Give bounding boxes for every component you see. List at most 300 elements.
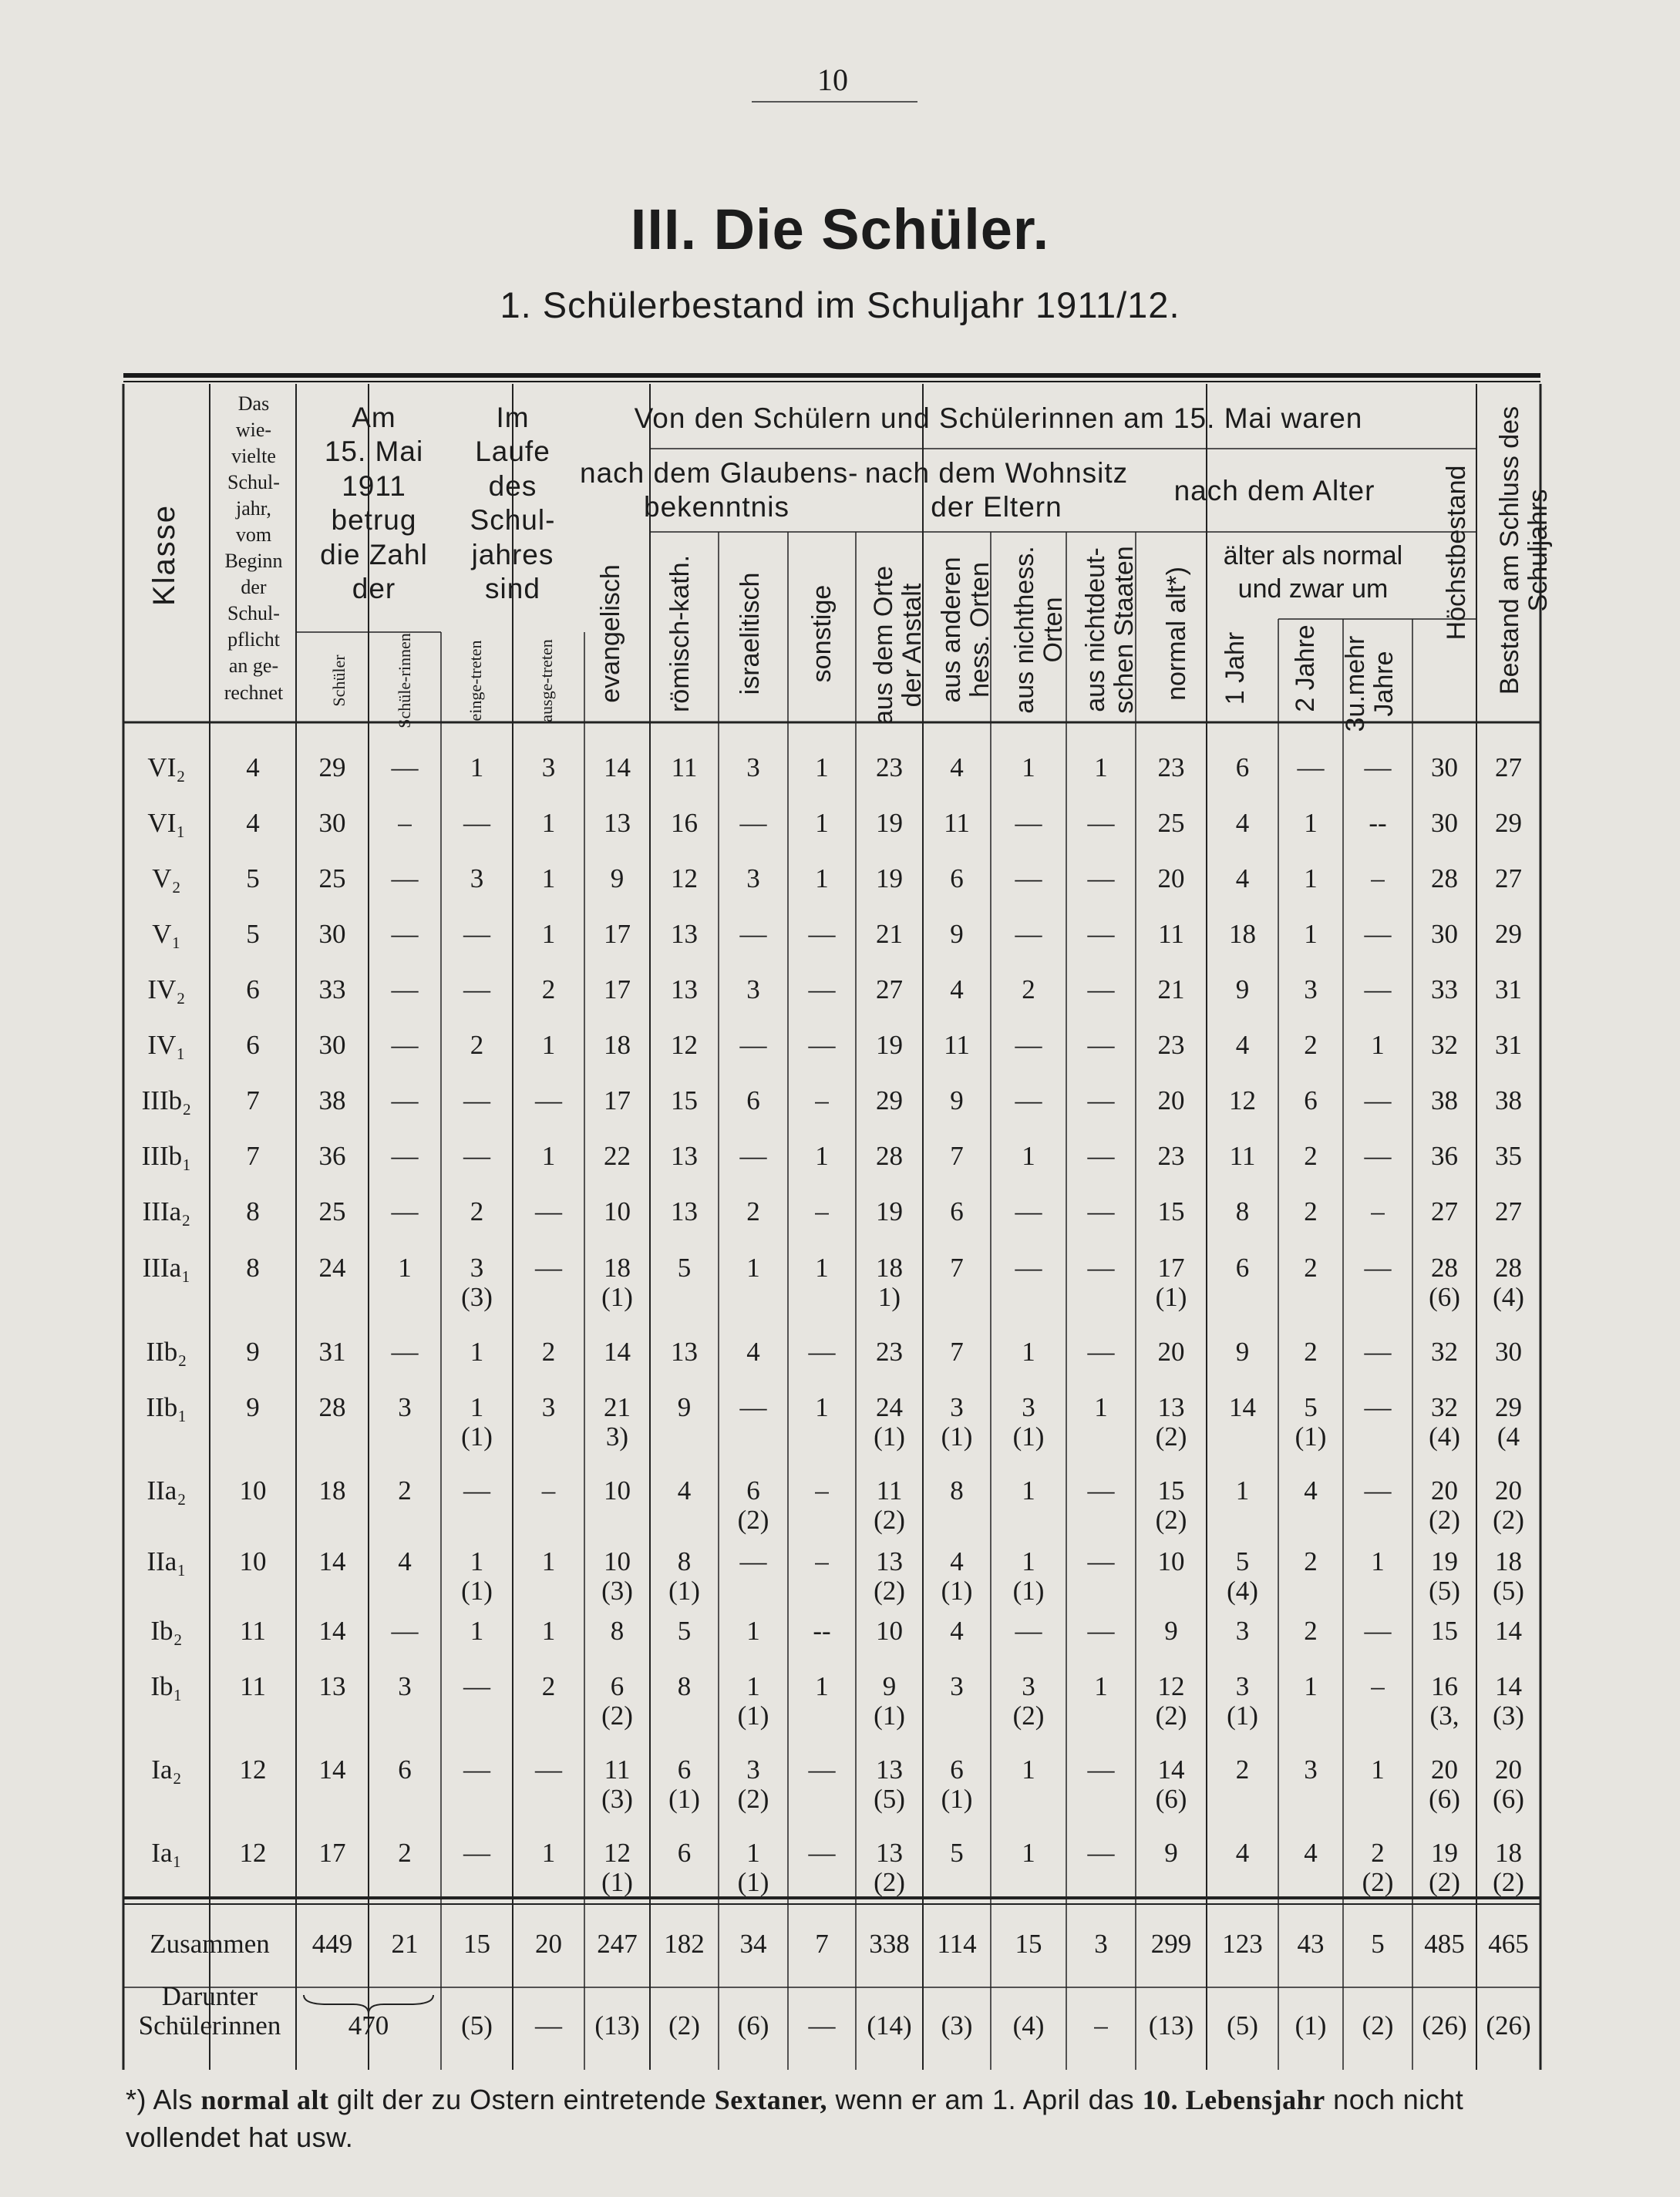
table-cell-schuelerinnen: (2) <box>601 1701 633 1731</box>
table-cell: 13 <box>876 1755 903 1785</box>
header-normal-alt: normal alt*) <box>1162 567 1191 701</box>
table-cell: 30 <box>1431 919 1458 949</box>
table-cell: 1 <box>541 1546 556 1576</box>
table-cell: – <box>815 1196 829 1226</box>
table-cell-schuelerinnen: (1) <box>1227 1701 1258 1731</box>
table-cell: 30 <box>1431 752 1458 782</box>
table-cell: 21 <box>876 919 903 949</box>
table-cell: 4 <box>950 1616 964 1646</box>
table-cell: 11 <box>876 1475 903 1506</box>
table-cell-schuelerinnen: (5) <box>1429 1576 1460 1606</box>
table-cell: — <box>391 974 419 1004</box>
table-cell: — <box>1015 1616 1042 1646</box>
table-cell: 18 <box>1229 919 1256 949</box>
table-cell: 3 <box>398 1671 412 1701</box>
table-cell: 19 <box>876 863 903 893</box>
table-cell: 4 <box>950 752 964 782</box>
totals-cell: 20 <box>535 1929 562 1959</box>
table-cell: 1 <box>1304 863 1318 893</box>
darunter-cell: (5) <box>461 2010 493 2041</box>
darunter-cell: (26) <box>1486 2010 1531 2041</box>
totals-cell: 247 <box>597 1929 638 1959</box>
table-cell: 14 <box>318 1616 346 1646</box>
table-cell: 12 <box>1229 1085 1256 1115</box>
table-cell: — <box>1015 863 1042 893</box>
table-cell-schuelerinnen: (2) <box>1155 1701 1187 1731</box>
table-cell: 2 <box>541 974 556 1004</box>
table-cell: 1 <box>470 752 484 782</box>
header-nichthess-orten: aus nichthess. Orten <box>1010 546 1069 714</box>
table-cell: – <box>1371 1196 1385 1226</box>
table-cell: 12 <box>671 863 698 893</box>
header-im-laufe: Im Laufe des Schul- jahres sind <box>470 402 556 604</box>
table-cell: 6 <box>246 1030 260 1060</box>
table-cell: — <box>739 1392 767 1422</box>
table-cell: — <box>391 1616 419 1646</box>
table-cell: 1 <box>746 1253 760 1283</box>
table-cell-schuelerinnen: (2) <box>1429 1867 1460 1897</box>
table-cell: 4 <box>1304 1838 1318 1868</box>
table-cell-schuelerinnen: (3, <box>1429 1701 1459 1731</box>
table-cell: — <box>1087 1755 1115 1785</box>
table-cell: — <box>1087 974 1115 1004</box>
table-cell: 1 <box>1371 1755 1385 1785</box>
table-cell: 9 <box>246 1337 260 1367</box>
table-cell: 3 <box>398 1392 412 1422</box>
darunter-cell: (26) <box>1422 2010 1467 2041</box>
table-cell: 13 <box>1157 1392 1185 1422</box>
table-cell: — <box>1087 1253 1115 1283</box>
table-cell: 14 <box>604 1337 631 1367</box>
table-cell: — <box>391 752 419 782</box>
header-glaubensbekenntnis: nach dem Glaubens- bekenntnis <box>580 457 859 523</box>
table-cell: 30 <box>318 919 346 949</box>
table-cell: 3 <box>746 752 760 782</box>
table-cell: 27 <box>876 974 903 1004</box>
table-cell: — <box>1087 863 1115 893</box>
table-cell: 1 <box>1304 808 1318 838</box>
table-cell-schuelerinnen: (6) <box>1493 1784 1524 1814</box>
table-cell: 4 <box>950 1546 964 1576</box>
table-cell: — <box>391 1337 419 1367</box>
class-label: IIb₁ <box>146 1392 187 1422</box>
table-cell: -- <box>1369 808 1387 838</box>
table-cell: 4 <box>1235 863 1250 893</box>
table-cell-schuelerinnen: (1) <box>1012 1421 1045 1452</box>
table-cell: — <box>1087 1616 1115 1646</box>
table-cell: – <box>1371 1671 1385 1701</box>
table-cell: 1 <box>398 1253 412 1283</box>
table-cell: — <box>1087 1141 1115 1171</box>
table-cell: 20 <box>1495 1475 1522 1506</box>
table-cell: 1 <box>470 1616 484 1646</box>
table-cell: 1 <box>541 1616 556 1646</box>
table-cell: 5 <box>246 919 260 949</box>
table-cell: — <box>1087 1196 1115 1226</box>
table-cell: 6 <box>950 1196 964 1226</box>
table-cell: 13 <box>671 1196 698 1226</box>
table-cell: 17 <box>604 919 631 949</box>
table-cell-schuelerinnen: (2) <box>1493 1867 1524 1897</box>
table-cell-schuelerinnen: (1) <box>668 1784 700 1814</box>
table-cell: 10 <box>876 1616 903 1646</box>
table-cell: 1 <box>1022 1838 1035 1868</box>
class-label: Ib₂ <box>150 1616 183 1646</box>
header-sonstige: sonstige <box>807 584 837 683</box>
table-cell: 5 <box>950 1838 964 1868</box>
header-am-mai: Am 15. Mai 1911 betrug die Zahl der <box>320 402 428 604</box>
table-cell: 18 <box>876 1253 903 1283</box>
table-cell: 29 <box>1495 1392 1522 1422</box>
table-cell: — <box>463 919 490 949</box>
table-cell: 12 <box>604 1838 631 1868</box>
table-cell: 11 <box>1158 919 1184 949</box>
table-cell: 10 <box>604 1546 631 1576</box>
table-cell: — <box>808 919 836 949</box>
table-cell: 6 <box>246 974 260 1004</box>
table-cell-schuelerinnen: (2) <box>737 1505 769 1535</box>
table-cell: 12 <box>239 1755 267 1785</box>
table-cell: 20 <box>1157 863 1185 893</box>
table-cell: 4 <box>746 1337 760 1367</box>
table-cell: 9 <box>1164 1616 1178 1646</box>
class-label: IV₂ <box>147 974 186 1004</box>
table-cell: — <box>808 1755 836 1785</box>
table-cell: 1 <box>815 1253 829 1283</box>
table-cell: 1 <box>815 1392 829 1422</box>
table-cell: — <box>391 1030 419 1060</box>
darunter-label: Schülerinnen <box>138 2010 281 2041</box>
table-cell: 13 <box>671 1141 698 1171</box>
table-cell: 9 <box>677 1392 692 1422</box>
table-cell: — <box>463 1475 490 1506</box>
table-cell: 28 <box>876 1141 903 1171</box>
table-cell: 6 <box>1304 1085 1318 1115</box>
header-orte-anstalt: aus dem Orte der Anstalt <box>869 566 928 725</box>
table-cell: 15 <box>1157 1196 1185 1226</box>
table-cell: 6 <box>398 1755 412 1785</box>
table-cell: 2 <box>746 1196 760 1226</box>
table-cell: — <box>739 1030 767 1060</box>
table-cell: 11 <box>1229 1141 1256 1171</box>
table-cell: 1 <box>1094 752 1108 782</box>
table-cell: 33 <box>318 974 346 1004</box>
table-cell: — <box>1364 752 1392 782</box>
table-cell: 28 <box>318 1392 346 1422</box>
table-cell-schuelerinnen: (1) <box>668 1576 700 1606</box>
class-label: IV₁ <box>147 1030 186 1060</box>
table-cell: 19 <box>876 808 903 838</box>
table-cell: 1 <box>1304 1671 1318 1701</box>
table-cell: 3 <box>541 1392 556 1422</box>
darunter-cell: (3) <box>941 2010 973 2041</box>
table-cell-schuelerinnen: (1) <box>601 1282 633 1312</box>
table-cell: 12 <box>671 1030 698 1060</box>
table-cell: 1 <box>746 1616 760 1646</box>
darunter-cell: (6) <box>737 2010 769 2041</box>
totals-cell: 182 <box>664 1929 705 1959</box>
table-cell: 2 <box>470 1196 484 1226</box>
totals-cell: 449 <box>311 1929 353 1959</box>
table-cell: 14 <box>1229 1392 1256 1422</box>
totals-cell: 299 <box>1150 1929 1192 1959</box>
header-anderen-hess-orten: aus anderen hess. Orten <box>937 557 995 703</box>
table-cell: 3 <box>950 1671 964 1701</box>
table-cell: 30 <box>1495 1337 1522 1367</box>
table-cell: 6 <box>950 863 964 893</box>
header-von-den-schuelern: Von den Schülern und Schülerinnen am 15. Mai waren <box>634 402 1363 434</box>
header-ausgetreten: ausge-treten <box>537 639 556 722</box>
table-cell: 7 <box>246 1085 260 1115</box>
table-cell: 29 <box>1495 919 1522 949</box>
table-cell: 23 <box>876 1337 903 1367</box>
class-label: Ia₁ <box>151 1838 182 1868</box>
table-cell-schuelerinnen: (4 <box>1497 1421 1520 1452</box>
table-cell: 6 <box>677 1838 692 1868</box>
table-cell-schuelerinnen: (2) <box>737 1784 769 1814</box>
table-cell-schuelerinnen: (2) <box>874 1505 905 1535</box>
table-cell: – <box>815 1085 829 1115</box>
table-cell: 4 <box>950 974 964 1004</box>
header-nichtdeutschen-staaten: aus nichtdeut-schen Staaten <box>1081 546 1140 714</box>
table-cell: 4 <box>246 752 260 782</box>
table-cell-schuelerinnen: (1) <box>874 1701 905 1731</box>
table-cell-schuelerinnen: (1) <box>461 1421 493 1452</box>
table-cell: 21 <box>1157 974 1185 1004</box>
table-cell: 38 <box>1431 1085 1458 1115</box>
darunter-cell: — <box>808 2010 836 2041</box>
table-cell: — <box>1364 1392 1392 1422</box>
table-cell: — <box>463 1755 490 1785</box>
table-cell: 12 <box>239 1838 267 1868</box>
header-israelitisch: israelitisch <box>736 572 765 695</box>
table-cell: — <box>391 1085 419 1115</box>
table-cell: 30 <box>318 1030 346 1060</box>
table-cell: 19 <box>876 1196 903 1226</box>
table-cell: 8 <box>246 1253 260 1283</box>
table-cell: 1 <box>470 1392 484 1422</box>
table-cell: — <box>1087 1337 1115 1367</box>
table-cell: — <box>1364 1337 1392 1367</box>
darunter-cell: (4) <box>1012 2010 1045 2041</box>
table-cell: 14 <box>318 1546 346 1576</box>
table-cell: 10 <box>239 1475 267 1506</box>
table-cell: 2 <box>541 1671 556 1701</box>
totals-cell: 485 <box>1424 1929 1465 1959</box>
table-cell: 9 <box>610 863 625 893</box>
table-cell-schuelerinnen: (1) <box>737 1701 769 1731</box>
table-cell: 35 <box>1495 1141 1522 1171</box>
table-cell: 29 <box>318 752 346 782</box>
totals-cell: 5 <box>1371 1929 1385 1959</box>
table-cell: 38 <box>318 1085 346 1115</box>
table-cell: 25 <box>1157 808 1185 838</box>
table-cell: 17 <box>1157 1253 1185 1283</box>
page-title: III. Die Schüler. <box>630 197 1050 261</box>
table-cell: 1 <box>541 863 556 893</box>
table-cell: 32 <box>1431 1392 1458 1422</box>
darunter-cell: (2) <box>1362 2010 1394 2041</box>
darunter-cell: (13) <box>1148 2010 1194 2041</box>
table-cell: 2 <box>541 1337 556 1367</box>
class-label: IIa₂ <box>146 1475 187 1506</box>
table-cell: 30 <box>318 808 346 838</box>
table-cell: 15 <box>1157 1475 1185 1506</box>
table-cell: 4 <box>1235 1838 1250 1868</box>
table-cell: — <box>391 919 419 949</box>
table-cell: — <box>1364 974 1392 1004</box>
table-cell: — <box>1087 1546 1115 1576</box>
table-cell: 23 <box>876 752 903 782</box>
table-cell: 5 <box>1235 1546 1250 1576</box>
table-cell: — <box>391 1196 419 1226</box>
table-cell: 1 <box>541 808 556 838</box>
table-cell: 3 <box>1022 1392 1035 1422</box>
darunter-cell: — <box>535 2010 562 2041</box>
footnote-emph-sextaner: Sextaner, <box>714 2084 827 2115</box>
footnote-emph-lebensjahr: 10. Lebensjahr <box>1142 2084 1325 2115</box>
table-cell: 3 <box>746 1755 760 1785</box>
table-cell: 14 <box>1157 1755 1185 1785</box>
darunter-cell: (14) <box>867 2010 912 2041</box>
table-cell: 4 <box>1235 1030 1250 1060</box>
table-cell: — <box>739 919 767 949</box>
table-cell: 14 <box>1495 1671 1522 1701</box>
table-cell: 28 <box>1431 1253 1458 1283</box>
table-cell: 9 <box>1235 1337 1250 1367</box>
table-cell: 13 <box>318 1671 346 1701</box>
table-cell: — <box>391 863 419 893</box>
table-cell: 18 <box>604 1030 631 1060</box>
table-cell: 22 <box>604 1141 631 1171</box>
table-cell: 11 <box>944 1030 970 1060</box>
table-cell: 9 <box>950 919 964 949</box>
table-cell-schuelerinnen: (6) <box>1429 1784 1460 1814</box>
table-cell: 1 <box>1371 1030 1385 1060</box>
table-cell: 1 <box>815 863 829 893</box>
table-cell-schuelerinnen: (6) <box>1155 1784 1187 1814</box>
table-cell: 20 <box>1495 1755 1522 1785</box>
table-cell: — <box>1087 1030 1115 1060</box>
table-cell: 33 <box>1431 974 1458 1004</box>
table-cell: 15 <box>1431 1616 1458 1646</box>
header-alter: nach dem Alter <box>1173 475 1375 506</box>
table-cell: 23 <box>1157 1141 1185 1171</box>
table-cell: 5 <box>1304 1392 1318 1422</box>
table-cell: – <box>1371 863 1385 893</box>
header-2-jahre: 2 Jahre <box>1291 624 1320 712</box>
table-cell: — <box>1087 1838 1115 1868</box>
table-cell: 1 <box>1235 1475 1250 1506</box>
table-cell-schuelerinnen: (2) <box>1493 1505 1524 1535</box>
table-cell: 31 <box>1495 974 1522 1004</box>
table-cell: 10 <box>239 1546 267 1576</box>
table-cell: — <box>535 1196 562 1226</box>
table-cell: — <box>1015 1196 1042 1226</box>
table-cell: 3 <box>746 974 760 1004</box>
table-cell: — <box>1364 1253 1392 1283</box>
table-cell: 9 <box>246 1392 260 1422</box>
table-cell: 16 <box>671 808 698 838</box>
totals-cell: 123 <box>1222 1929 1263 1959</box>
table-cell: 27 <box>1495 863 1522 893</box>
table-cell: — <box>739 1141 767 1171</box>
totals-cell: 7 <box>815 1929 829 1959</box>
table-cell: 18 <box>1495 1838 1522 1868</box>
table-cell: 6 <box>610 1671 625 1701</box>
table-cell: 2 <box>398 1838 412 1868</box>
table-cell: — <box>808 1030 836 1060</box>
table-cell: 3 <box>470 863 484 893</box>
table-cell: — <box>1364 919 1392 949</box>
table-cell: 11 <box>604 1755 631 1785</box>
table-cell-schuelerinnen: (3) <box>1493 1701 1524 1731</box>
table-cell: 20 <box>1157 1337 1185 1367</box>
table-cell: 13 <box>604 808 631 838</box>
table-cell: — <box>1297 752 1325 782</box>
table-cell: 8 <box>950 1475 964 1506</box>
header-roemisch-kath: römisch-kath. <box>665 554 695 713</box>
table-cell: 25 <box>318 1196 346 1226</box>
table-cell: 15 <box>671 1085 698 1115</box>
table-cell: 1 <box>815 808 829 838</box>
table-cell-schuelerinnen: (1) <box>941 1576 973 1606</box>
table-cell: — <box>1087 919 1115 949</box>
table-cell: 36 <box>318 1141 346 1171</box>
table-cell: — <box>535 1253 562 1283</box>
totals-cell: 3 <box>1094 1929 1108 1959</box>
table-cell-schuelerinnen: (5) <box>1493 1576 1524 1606</box>
table-cell-schuelerinnen: (4) <box>1493 1282 1524 1312</box>
table-cell-schuelerinnen: (6) <box>1429 1282 1460 1312</box>
table-cell: 10 <box>604 1475 631 1506</box>
class-label: VI₁ <box>147 808 186 838</box>
class-label: Ib₁ <box>150 1671 183 1701</box>
table-cell: 2 <box>1304 1546 1318 1576</box>
table-cell: 24 <box>876 1392 903 1422</box>
table-cell: 4 <box>677 1475 692 1506</box>
header-3-jahre: 3u.mehr Jahre <box>1341 635 1399 732</box>
table-cell: 30 <box>1431 808 1458 838</box>
table-cell-schuelerinnen: (1) <box>1155 1282 1187 1312</box>
header-aelter-als-normal: älter als normal und zwar um <box>1223 541 1403 604</box>
table-cell: 20 <box>1157 1085 1185 1115</box>
class-label: VI₂ <box>147 752 186 782</box>
table-cell: 19 <box>876 1030 903 1060</box>
page-number: 10 <box>817 62 848 97</box>
totals-cell: 465 <box>1488 1929 1529 1959</box>
table-cell: 1 <box>1304 919 1318 949</box>
table-cell: 3 <box>950 1392 964 1422</box>
table-cell: 23 <box>1157 752 1185 782</box>
table-cell: 29 <box>876 1085 903 1115</box>
table-cell: 1 <box>1022 1755 1035 1785</box>
table-cell: 9 <box>1235 974 1250 1004</box>
table-cell: 3 <box>1304 1755 1318 1785</box>
class-label: IIb₂ <box>146 1337 187 1367</box>
table-cell: 9 <box>950 1085 964 1115</box>
class-label: V₂ <box>152 863 181 893</box>
totals-cell: 43 <box>1297 1929 1325 1959</box>
table-cell: — <box>1087 808 1115 838</box>
table-cell: 11 <box>240 1671 266 1701</box>
table-cell: 7 <box>246 1141 260 1171</box>
table-cell: 19 <box>1431 1838 1458 1868</box>
table-cell: 32 <box>1431 1337 1458 1367</box>
darunter-cell: – <box>1094 2010 1108 2041</box>
table-cell: — <box>808 1337 836 1367</box>
table-cell: — <box>463 808 490 838</box>
